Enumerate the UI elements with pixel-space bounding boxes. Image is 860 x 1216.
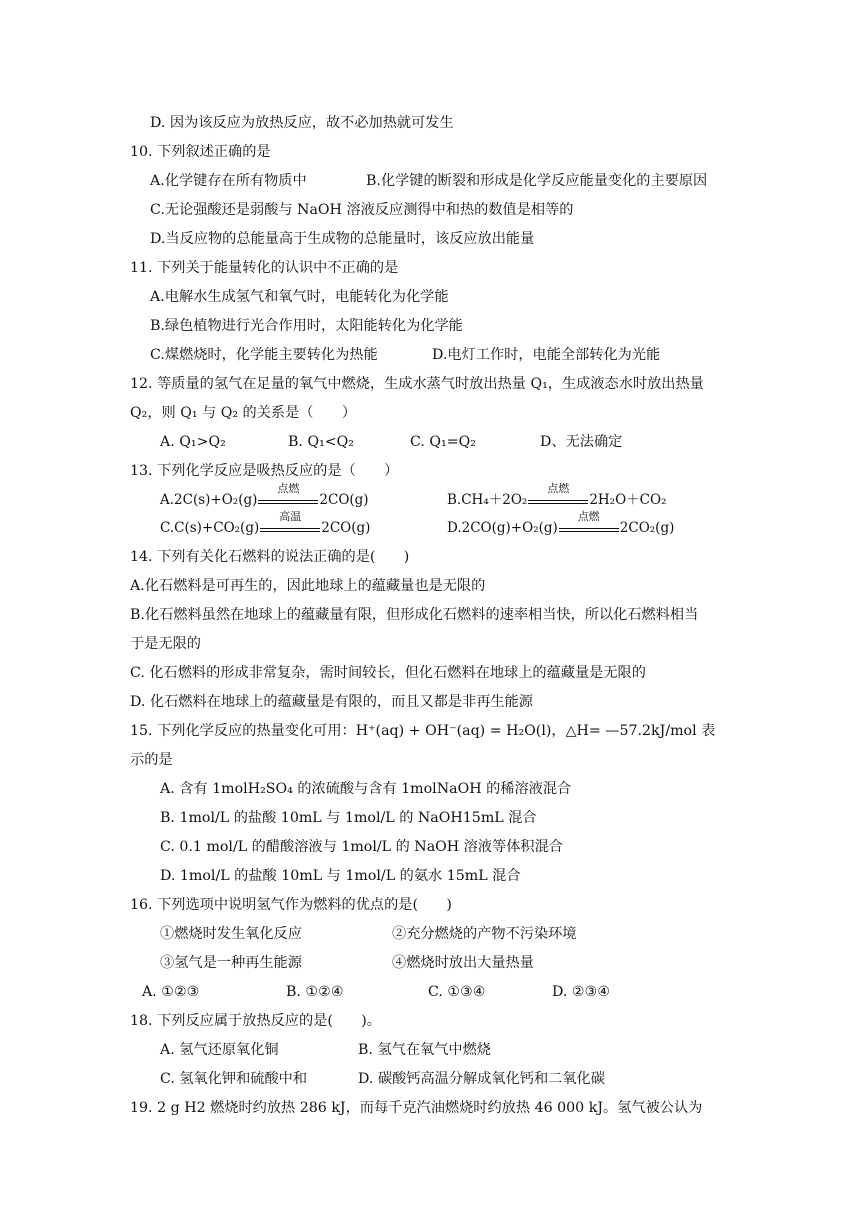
- equation-products: 2H₂O＋CO₂: [589, 492, 667, 508]
- q12-option-b: B. Q₁<Q₂: [288, 434, 354, 450]
- q9-option-d: D. 因为该反应为放热反应，故不必加热就可发生: [150, 115, 454, 131]
- reaction-condition: 点燃: [547, 481, 570, 495]
- q15-option-a: A. 含有 1molH₂SO₄ 的浓硫酸与含有 1molNaOH 的稀溶液混合: [160, 781, 572, 797]
- q11-option-a: A.电解水生成氢气和氧气时，电能转化为化学能: [150, 289, 449, 305]
- reaction-arrow: [258, 481, 318, 509]
- q16-item-2: ②充分燃烧的产物不污染环境: [392, 926, 577, 942]
- q13-option-a: [160, 481, 369, 509]
- q16-item-4: ④燃烧时放出大量热量: [392, 955, 534, 971]
- equation-reactants: 2C(s)+O₂(g): [174, 492, 258, 508]
- q11-stem: 11. 下列关于能量转化的认识中不正确的是: [130, 260, 399, 276]
- q16-item-3: ③氢气是一种再生能源: [160, 955, 302, 971]
- reaction-condition: 高温: [279, 509, 302, 523]
- equation-label: D.: [447, 520, 462, 536]
- q14-stem: 14. 下列有关化石燃料的说法正确的是( ): [130, 549, 410, 565]
- q12-option-c: C. Q₁=Q₂: [410, 434, 476, 450]
- q16-option-c: C. ①③④: [428, 984, 486, 1000]
- reaction-condition: 点燃: [577, 509, 600, 523]
- q13-option-c: [160, 509, 371, 537]
- q14-option-b-line2: 于是无限的: [130, 636, 201, 652]
- reaction-arrow: [260, 509, 320, 537]
- equation-products: 2CO₂(g): [619, 520, 675, 536]
- q18-option-c: C. 氢氧化钾和硫酸中和: [160, 1071, 308, 1087]
- q10-option-c: C.无论强酸还是弱酸与 NaOH 溶液反应测得中和热的数值是相等的: [150, 202, 574, 218]
- equation-reactants: C(s)+CO₂(g): [174, 520, 260, 536]
- q10-option-a: A.化学键存在所有物质中: [150, 173, 307, 189]
- q15-option-b: B. 1mol/L 的盐酸 10mL 与 1mol/L 的 NaOH15mL 混合: [160, 810, 537, 826]
- q11-option-b: B.绿色植物进行光合作用时，太阳能转化为化学能: [150, 318, 463, 334]
- equation-label: A.: [160, 492, 175, 508]
- reaction-arrow: [559, 509, 619, 537]
- reaction-condition: 点燃: [277, 481, 300, 495]
- q10-option-d: D.当反应物的总能量高于生成物的总能量时，该反应放出能量: [150, 231, 535, 247]
- q12-stem-line2: Q₂，则 Q₁ 与 Q₂ 的关系是（ ）: [130, 405, 357, 421]
- q16-option-b: B. ①②④: [286, 984, 344, 1000]
- q11-option-c: C.煤燃烧时，化学能主要转化为热能: [150, 347, 378, 363]
- q15-stem-line1: 15. 下列化学反应的热量变化可用：H⁺(aq) + OH⁻(aq) = H₂O(l)，△H= —57.2kJ/mol 表: [130, 723, 716, 739]
- q13-stem: 13. 下列化学反应是吸热反应的是（ ）: [130, 463, 399, 479]
- q18-option-a: A. 氢气还原氧化铜: [160, 1042, 279, 1058]
- q12-option-a: A. Q₁>Q₂: [160, 434, 226, 450]
- reaction-arrow: [528, 481, 588, 509]
- q15-stem-line2: 示的是: [130, 752, 173, 768]
- equation-reactants: 2CO(g)+O₂(g): [461, 520, 558, 536]
- q10-stem: 10. 下列叙述正确的是: [130, 144, 271, 160]
- equation-label: C.: [160, 520, 175, 536]
- q16-item-1: ①燃烧时发生氧化反应: [160, 926, 302, 942]
- q16-option-d: D. ②③④: [552, 984, 611, 1000]
- equation-label: B.: [447, 492, 462, 508]
- q16-option-a: A. ①②③: [142, 984, 200, 1000]
- q16-stem: 16. 下列选项中说明氢气作为燃料的优点的是( ): [130, 897, 452, 913]
- q18-stem: 18. 下列反应属于放热反应的是( )。: [130, 1013, 381, 1029]
- q11-option-d: D.电灯工作时，电能全部转化为光能: [432, 347, 661, 363]
- q15-option-c: C. 0.1 mol/L 的醋酸溶液与 1mol/L 的 NaOH 溶液等体积混合: [160, 839, 563, 855]
- equation-products: 2CO(g): [319, 492, 369, 508]
- q12-stem-line1: 12. 等质量的氢气在足量的氧气中燃烧，生成水蒸气时放出热量 Q₁，生成液态水时放出热量: [130, 376, 704, 392]
- equation-products: 2CO(g): [321, 520, 371, 536]
- q12-option-d: D、无法确定: [540, 434, 623, 450]
- equation-reactants: CH₄＋2O₂: [461, 492, 528, 508]
- q13-option-b: [447, 481, 667, 509]
- q14-option-b-line1: B.化石燃料虽然在地球上的蕴藏量有限，但形成化石燃料的速率相当快，所以化石燃料相当: [130, 607, 699, 623]
- q14-option-a: A.化石燃料是可再生的，因此地球上的蕴藏量也是无限的: [130, 578, 486, 594]
- q14-option-c: C. 化石燃料的形成非常复杂，需时间较长，但化石燃料在地球上的蕴藏量是无限的: [130, 665, 646, 681]
- q10-option-b: B.化学键的断裂和形成是化学反应能量变化的主要原因: [366, 173, 708, 189]
- q13-option-d: [447, 509, 675, 537]
- q19-stem: 19. 2 g H2 燃烧时约放热 286 kJ，而每千克汽油燃烧时约放热 46 000 kJ。氢气被公认为: [130, 1100, 703, 1116]
- q18-option-d: D. 碳酸钙高温分解成氧化钙和二氧化碳: [358, 1071, 605, 1087]
- q14-option-d: D. 化石燃料在地球上的蕴藏量是有限的，而且又都是非再生能源: [130, 694, 533, 710]
- q15-option-d: D. 1mol/L 的盐酸 10mL 与 1mol/L 的氨水 15mL 混合: [160, 868, 521, 884]
- q18-option-b: B. 氢气在氧气中燃烧: [358, 1042, 491, 1058]
